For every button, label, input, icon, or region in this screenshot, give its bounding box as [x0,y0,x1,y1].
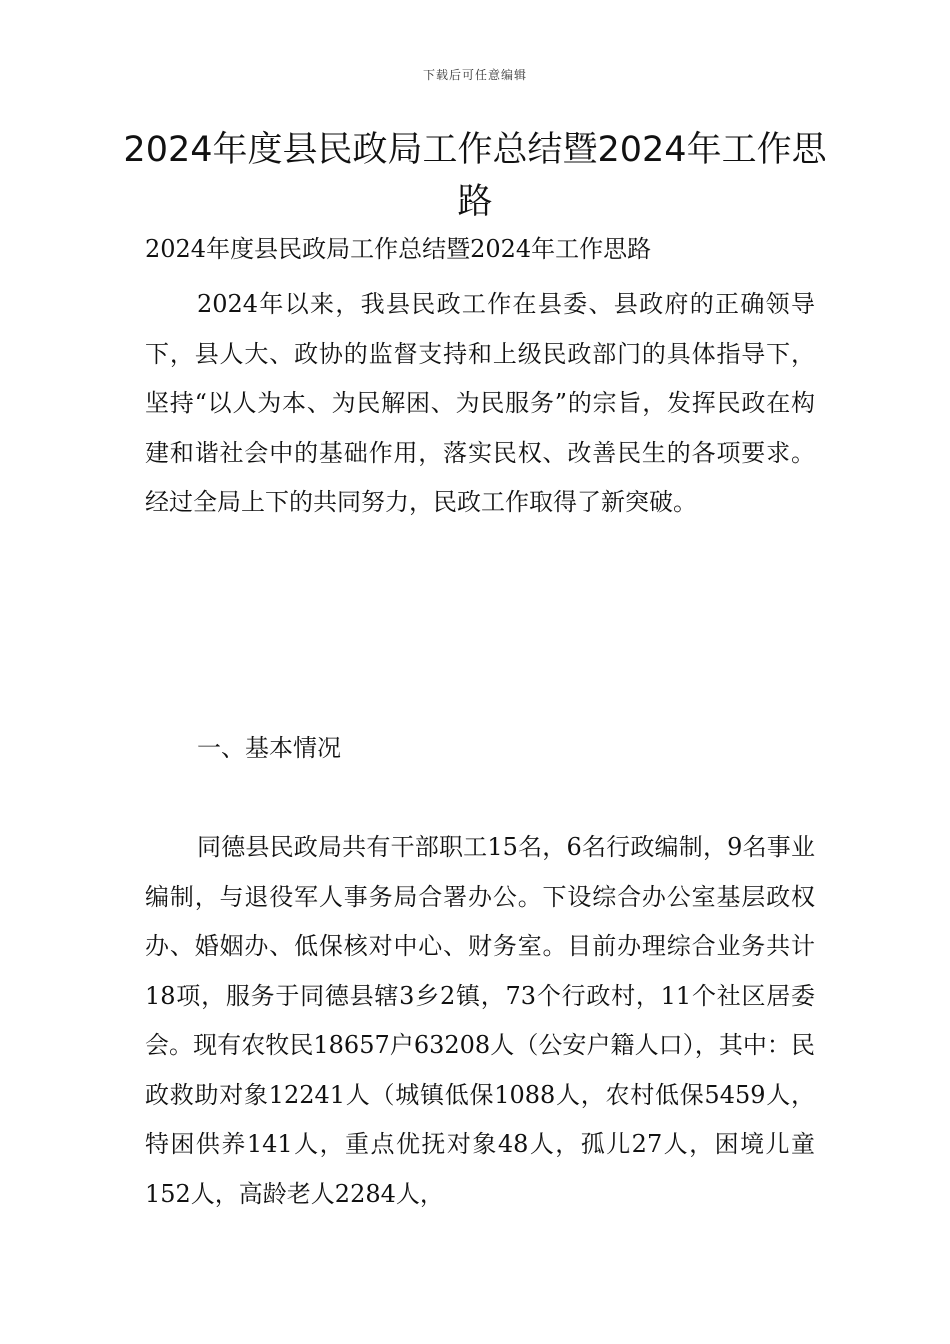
section-paragraph: 同德县民政局共有干部职工15名，6名行政编制，9名事业编制，与退役军人事务局合署办公。下设综合办公室基层政权办、婚姻办、低保核对中心、财务室。目前办理综合业务共计18项，服务于同德县辖3乡2镇，73个行政村，11个社区居委会。现有农牧民18657户63208人（公安户籍人口），其中：民政救助对象12241人（城镇低保1088人，农村低保5459人，特困供养141人，重点优抚对象48人，孤儿27人，困境儿童152人，高龄老人2284人， [145,833,815,1208]
section-heading: 一、基本情况 [197,734,341,762]
document-subtitle: 2024年度县民政局工作总结暨2024年工作思路 [145,235,652,263]
intro-paragraph: 2024年以来，我县民政工作在县委、县政府的正确领导下，县人大、政协的监督支持和上级民政部门的具体指导下，坚持“以人为本、为民解困、为民服务”的宗旨，发挥民政在构建和谐社会中的基础作用，落实民权、改善民生的各项要求。经过全局上下的共同努力，民政工作取得了新突破。 [145,290,815,516]
header-note: 下载后可任意编辑 [422,68,527,82]
document-title: 2024年度县民政局工作总结暨2024年工作思路 [123,130,827,222]
